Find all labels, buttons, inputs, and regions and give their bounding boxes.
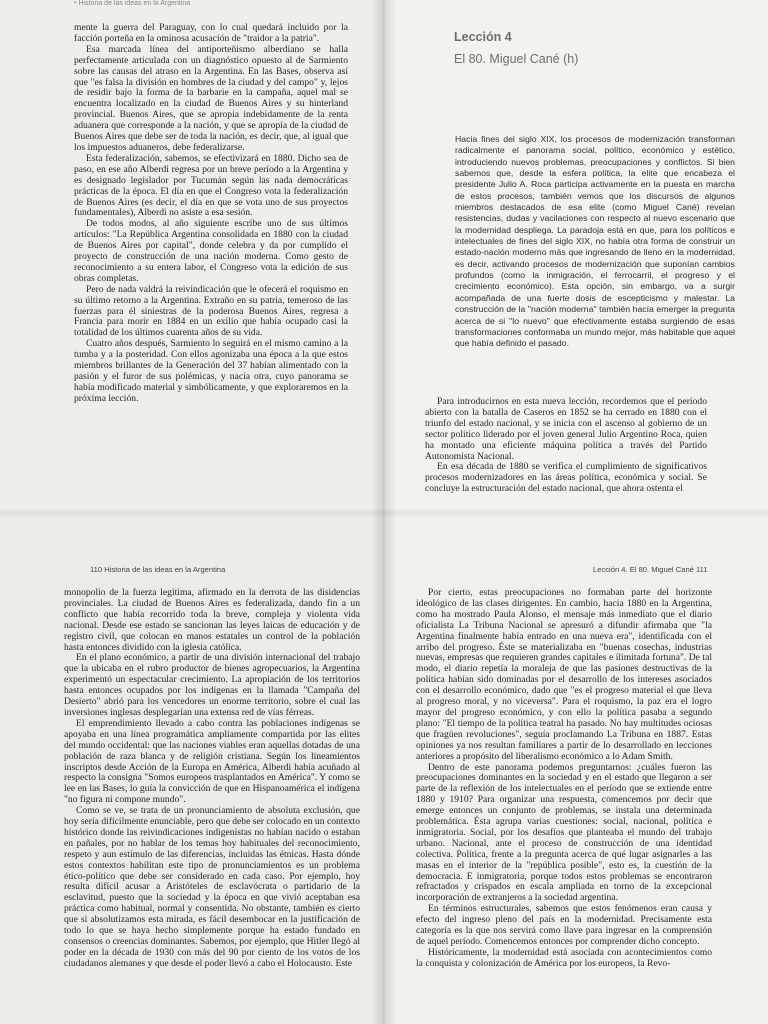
- body-text-top-right: [425, 397, 707, 495]
- running-head-right: Lección 4. El 80. Miguel Cané 111: [593, 565, 708, 574]
- page-header-fragment: ⁿ Historia de las ideas en la Argentina: [74, 0, 191, 7]
- paragraph: En el plano económico, a partir de una división internacional del trabajo que la ubicaba en el rubro productor de bienes agropecuarios, la Argentina experimentó un espectacular crecimiento. La apropiación de los territorios hasta entonces ocupados por los indígenas en la llamada "Campaña del Desierto" abrió para los vencedores un enorme territorio, sobre el cual las inversiones inglesas desplegarían una extensa red de vías férreas.: [64, 652, 360, 718]
- paragraph: Esta federalización, sabemos, se efectivizará en 1880. Dicho sea de paso, en ese año Alberdi regresa por un breve período a la Argentina y es designado legislador por Tucumán según las nada democráticas prácticas de la época. El día en que el Congreso vota la federalización de Buenos Aires (es decir, el día en que se vota uno de sus proyectos fundamentales), Alberdi no asiste a esa sesión.: [74, 152, 348, 219]
- paragraph: Para introducirnos en esta nueva lección, recordemos que el período abierto con la batalla de Caseros en 1852 se ha cerrado en 1880 con el triunfo del estado nacional, y se inicia con el ascenso al gobierno de un sector político liderado por el joven general Julio Argentino Roca, quien ha montado una eficiente máquina política a través del Partido Autonomista Nacional.: [425, 396, 707, 462]
- running-head-left: 110 Historia de las ideas en la Argentina: [90, 565, 226, 574]
- paragraph: En esa década de 1880 se verifica el cumplimiento de significativos procesos modernizadores en las áreas política, económica y social. Se concluye la estructuración del estado nacional, que ahora ostenta el: [425, 461, 707, 495]
- page-top-left: [0, 0, 384, 512]
- paragraph: mente la guerra del Paraguay, con lo cual quedará incluido por la facción porteña en la ominosa acusación de "traidor a la patria".: [74, 22, 348, 44]
- lesson-title: El 80. Miguel Cané (h): [454, 52, 579, 66]
- paragraph: Por cierto, estas preocupaciones no formaban parte del horizonte ideológico de las clases dirigentes. En cambio, hacia 1880 en la Argentina, como ha mostrado Paula Alonso, el mensaje más inmediato que el diario oficialista La Tribuna Nacional se apresuró a difundir afirmaba que "la Argentina finalmente había entrado en una nueva era", identificada con el arribo del progreso. Éste se materializaba en "buenas cosechas, industrias nuevas, empresas que requieren grandes capitales e ilimitada fortuna". De tal modo, el diario repetía la moraleja de que las pasiones destructivas de la política habían sido dominadas por el desarrollo de los intereses asociados con el desarrollo económico, dado que "es el progreso material el que lleva al progreso moral, y no viceversa". Para el roquismo, la paz era el logro mayor del progreso económico, y con ello la política pasaba a segundo plano: "El tiempo de la política teatral ha pasado. No hay multitudes ociosas que fragüen revoluciones", seguía proclamando La Tribuna en 1887. Estas opiniones ya nos resultan familiares a partir de lo desarrollado en lecciones anteriores a propósito del liberalismo económico a lo Adam Smith.: [416, 588, 712, 762]
- lesson-label: Lección 4: [454, 30, 512, 44]
- paragraph: Como se ve, se trata de un pronunciamiento de absoluta exclusión, que hoy sería difícilmente enunciable, pero que debe ser colocado en un contexto histórico donde las reivindicaciones indigenistas no habían nacido o estaban en pañales, por no hablar de los temas hoy habituales del reconocimiento, respeto y aun estímulo de las diferencias, incluidas las étnicas. Hasta dónde estos contextos habilitan este tipo de pronunciamientos es un problema ético-político que debe ser considerado en cada caso. Por ejemplo, hoy resulta difícil acusar a Aristóteles de esclavócrata o partidario de la esclavitud, puesto que la sociedad y la época en que vivió aceptaban esa práctica como habitual, normal y consentida. No obstante, también es cierto que si absolutizamos esta mirada, es fácil desembocar en la justificación de todo lo que se haya hecho simplemente porque ha estado fundado en consensos o creencias dominantes. Sabemos, por ejemplo, que Hitler llegó al poder en la década de 1930 con más del 90 por ciento de los votos de los ciudadanos alemanes y que desde el poder llevó a cabo el Holocausto. Este: [64, 805, 360, 969]
- paragraph: Históricamente, la modernidad está asociada con acontecimientos como la conquista y colonización de América por los europeos, la Revo-: [416, 946, 712, 969]
- paragraph: De todos modos, al año siguiente escribe uno de sus últimos artículos: "La República Argentina consolidada en 1880 con la ciudad de Buenos Aires por capital", donde celebra y da por cumplido el proyecto de construcción de una nación moderna. Como gesto de reconocimiento a su entera labor, el Congreso vota la edición de sus obras completas.: [74, 218, 348, 284]
- paragraph: Cuatro años después, Sarmiento lo seguirá en el mismo camino a la tumba y a la posteridad. Con ellos agonizaba una época a la que estos miembros brillantes de la Generación del 37 habían alimentado con la pasión y el furor de sus polémicas, y nacía otra, cuyo panorama se había modificado material y simbólicamente, y que exploraremos en la próxima lección.: [74, 338, 348, 404]
- body-text-bottom-right: [416, 588, 712, 1024]
- body-text-bottom-left: [64, 588, 360, 1024]
- paragraph: Dentro de este panorama podemos preguntarnos: ¿cuáles fueron las preocupaciones dominantes en la sociedad y en el estado que llegaron a ser parte de la reflexión de los intelectuales en el período que se extiende entre 1880 y 1910? Para organizar una respuesta, comencemos por decir que emerge entonces un conjunto de problemas, se instala una determinada problemática. Ésta agrupa varias cuestiones: social, nacional, política e inmigratoria. Social, por los desafíos que planteaba el mundo del trabajo urbano. Nacional, ante el proceso de construcción de una identidad colectiva. Política, frente a la pregunta acerca de qué lugar asignarles a las masas en el interior de la "república posible", esto es, la cuestión de la democracia. E inmigratoria, porque todos estos problemas se encontraron refractados y crispados en escala ampliada en torno de la excepcional incorporación de extranjeros a la sociedad argentina.: [416, 761, 712, 904]
- paragraph: El emprendimiento llevado a cabo contra las poblaciones indígenas se apoyaba en una línea programática ampliamente compartida por las elites del mundo occidental: que las naciones viables eran aquellas dotadas de una población de raza blanca y de religión cristiana. Según los lineamientos inscriptos desde Acción de la Europa en América, Alberdi había acuñado al respecto la consigna "Somos europeos trasplantados en América". Y como se lee en las Bases, lo guía la convicción de que en Hispanoamérica el indígena "no figura ni compone mundo".: [64, 717, 360, 806]
- paragraph: Pero de nada valdrá la reivindicación que le ofecerá el roquismo en su último retorno a la Argentina. Extraño en su patria, temeroso de las fuerzas para él siniestras de la poderosa Buenos Aires, regresa a Francia para morir en 1884 en un exilio que había ocupado casi la totalidad de los últimos cuarenta años de su vida.: [74, 283, 348, 339]
- body-text-top-left: [74, 23, 348, 405]
- paragraph: monopolio de la fuerza legítima, afirmado en la derrota de las disidencias provinciales. La ciudad de Buenos Aires es federalizada, dando fin a un conflicto que había recorrido toda la breve, compleja y violenta vida nacional. Desde ese estado se sancionan las leyes laicas de educación y de registro civil, que colocan en manos estatales un control de la población hasta entonces dividido con la iglesia católica.: [64, 588, 360, 653]
- paragraph: Esa marcada línea del antiporteñismo alberdiano se halla perfectamente articulada con un diagnóstico opuesto al de Sarmiento sobre las causas del atraso en la Argentina. En las Bases, observa así que "es falsa la división en hombres de la ciudad y del campo" y, lejos de residir bajo la forma de la barbarie en la campaña, aquel mal se encuentra localizado en la ciudad de Buenos Aires y su hinterland provincial. Buenos Aires, que se apropia indebidamente de la renta aduanera que corresponde a la nación, y que se apropia de la ciudad de Buenos Aires que debe ser de toda la nación, es decir, que, al igual que los impuestos aduaneros, debe federalizarse.: [74, 43, 348, 153]
- paragraph: En términos estructurales, sabemos que estos fenómenos eran causa y efecto del ingreso pleno del país en la modernidad. Precisamente esta categoría es la que nos servirá como llave para ingresar en la comprensión de aquel período. Comencemos entonces por comprender dicho concepto.: [416, 903, 712, 947]
- lesson-intro-summary: Hacia fines del siglo XIX, los procesos de modernización transforman radicalmente el panorama social, político, económico y estético, introduciendo nuevos problemas, preocupaciones y conflictos. Si bien sabemos que, desde la esfera política, la elite que encabeza el presidente Julio A. Roca participa activamente en la puesta en marcha de estos procesos, también vemos que los discursos de algunos miembros destacados de esa elite (como Miguel Cané) revelan resistencias, dudas y vacilaciones con respecto al nuevo escenario que la modernidad despliega. La paradoja está en que, para los políticos e intelectuales de fines del siglo XIX, no había otra forma de construir un estado-nación moderno más que ingresando de lleno en la modernidad, es decir, activando procesos de modernización que suponían cambios profundos (como la inmigración, el ferrocarril, el progreso y el crecimiento económico). Esta opción, sin embargo, va a surgir acompañada de una fuerte dosis de escepticismo y malestar. La construcción de la "nación moderna" también hacía emerger la pregunta acerca de si "lo nuevo" que efectivamente estaba surgiendo de esas transformaciones conformaba un mundo mejor, más habitable que aquel que había definido el pasado.: [455, 134, 735, 349]
- scan-split-line: [0, 508, 768, 518]
